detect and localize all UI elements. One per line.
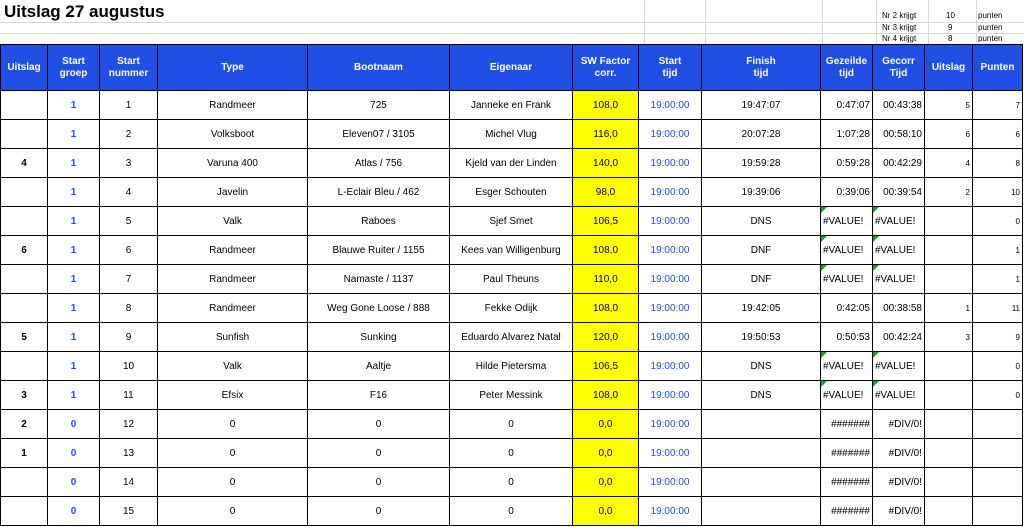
- cell-value: #VALUE!: [875, 215, 916, 227]
- cell-finish-tijd[interactable]: [702, 497, 821, 526]
- cell-sw-factor[interactable]: 108,0: [573, 91, 639, 120]
- cell-gecorr-tijd[interactable]: #DIV/0!: [873, 439, 925, 468]
- table-row: [1, 468, 1023, 497]
- cell-start-nummer[interactable]: 12: [100, 410, 158, 439]
- col-header-sw-factor[interactable]: SW Factor corr.: [573, 45, 639, 91]
- prize-unit: punten: [978, 11, 1003, 20]
- cell-gezeilde-tijd[interactable]: 0:59:28: [821, 149, 873, 178]
- cell-start-groep[interactable]: 1: [48, 323, 100, 352]
- cell-punten[interactable]: 0: [973, 207, 1023, 236]
- cell-start-groep[interactable]: 1: [48, 91, 100, 120]
- cell-uitslag-2[interactable]: [925, 468, 973, 497]
- cell-uitslag-2[interactable]: [925, 236, 973, 265]
- col-header-type[interactable]: Type: [158, 45, 308, 91]
- cell-punten[interactable]: 11: [973, 294, 1023, 323]
- cell-sw-factor[interactable]: 106,5: [573, 352, 639, 381]
- col-header-gezeilde-tijd[interactable]: Gezeilde tijd: [821, 45, 873, 91]
- cell-uitslag[interactable]: [1, 294, 48, 323]
- cell-type[interactable]: Sunfish: [158, 323, 308, 352]
- prize-value: 10: [946, 11, 955, 20]
- cell-start-tijd[interactable]: 19:00:00: [639, 410, 702, 439]
- cell-eigenaar[interactable]: Kjeld van der Linden: [450, 149, 573, 178]
- col-header-gecorr-tijd[interactable]: Gecorr Tijd: [873, 45, 925, 91]
- cell-gezeilde-tijd[interactable]: #######: [821, 497, 873, 526]
- cell-uitslag-2[interactable]: [925, 410, 973, 439]
- gridline: [0, 22, 1024, 23]
- cell-start-groep[interactable]: 1: [48, 352, 100, 381]
- cell-type[interactable]: 0: [158, 468, 308, 497]
- cell-start-nummer[interactable]: 2: [100, 120, 158, 149]
- cell-uitslag-2[interactable]: [925, 439, 973, 468]
- cell-finish-tijd[interactable]: 19:59:28: [702, 149, 821, 178]
- cell-gecorr-tijd[interactable]: #DIV/0!: [873, 497, 925, 526]
- cell-start-nummer[interactable]: 15: [100, 497, 158, 526]
- cell-bootnaam[interactable]: 0: [308, 468, 450, 497]
- cell-uitslag[interactable]: 3: [1, 381, 48, 410]
- table-row: [1, 497, 1023, 526]
- cell-sw-factor[interactable]: 0,0: [573, 497, 639, 526]
- cell-gecorr-tijd[interactable]: [873, 265, 925, 294]
- cell-finish-tijd[interactable]: 19:47:07: [702, 91, 821, 120]
- table-row: [1, 323, 1023, 352]
- col-header-start-groep[interactable]: Start groep: [48, 45, 100, 91]
- cell-start-groep[interactable]: 1: [48, 381, 100, 410]
- cell-sw-factor[interactable]: 108,0: [573, 381, 639, 410]
- cell-finish-tijd[interactable]: [702, 410, 821, 439]
- cell-eigenaar[interactable]: 0: [450, 497, 573, 526]
- cell-start-tijd[interactable]: 19:00:00: [639, 352, 702, 381]
- cell-gezeilde-tijd[interactable]: 1:07:28: [821, 120, 873, 149]
- cell-finish-tijd[interactable]: [702, 468, 821, 497]
- cell-type[interactable]: 0: [158, 497, 308, 526]
- cell-value: #VALUE!: [823, 244, 864, 256]
- cell-punten[interactable]: 0: [973, 352, 1023, 381]
- col-header-finish-tijd[interactable]: Finish tijd: [702, 45, 821, 91]
- table-row: [1, 410, 1023, 439]
- cell-uitslag-2[interactable]: [925, 265, 973, 294]
- cell-sw-factor[interactable]: 98,0: [573, 178, 639, 207]
- cell-uitslag[interactable]: [1, 178, 48, 207]
- cell-uitslag-2[interactable]: [925, 352, 973, 381]
- cell-eigenaar[interactable]: Fekke Odijk: [450, 294, 573, 323]
- cell-punten[interactable]: 1: [973, 236, 1023, 265]
- cell-gezeilde-tijd[interactable]: #######: [821, 468, 873, 497]
- cell-gecorr-tijd[interactable]: 00:42:29: [873, 149, 925, 178]
- cell-type[interactable]: Randmeer: [158, 91, 308, 120]
- col-header-start-tijd[interactable]: Start tijd: [639, 45, 702, 91]
- cell-uitslag-2[interactable]: [925, 381, 973, 410]
- cell-sw-factor[interactable]: 120,0: [573, 323, 639, 352]
- cell-start-nummer[interactable]: 10: [100, 352, 158, 381]
- cell-punten[interactable]: 7: [973, 91, 1023, 120]
- cell-type[interactable]: Randmeer: [158, 265, 308, 294]
- cell-eigenaar[interactable]: Esger Schouten: [450, 178, 573, 207]
- cell-uitslag[interactable]: 4: [1, 149, 48, 178]
- cell-uitslag[interactable]: [1, 265, 48, 294]
- cell-value: #VALUE!: [875, 273, 916, 285]
- cell-finish-tijd[interactable]: DNS: [702, 381, 821, 410]
- cell-start-tijd[interactable]: 19:00:00: [639, 294, 702, 323]
- cell-sw-factor[interactable]: 116,0: [573, 120, 639, 149]
- cell-uitslag-2[interactable]: 1: [925, 294, 973, 323]
- prize-label: Nr 3 krijgt: [882, 23, 917, 32]
- cell-bootnaam[interactable]: Sunking: [308, 323, 450, 352]
- cell-start-groep[interactable]: 1: [48, 149, 100, 178]
- cell-eigenaar[interactable]: Sjef Smet: [450, 207, 573, 236]
- cell-type[interactable]: Randmeer: [158, 294, 308, 323]
- cell-start-tijd[interactable]: 19:00:00: [639, 323, 702, 352]
- cell-uitslag-2[interactable]: 3: [925, 323, 973, 352]
- prize-label: Nr 2 krijgt: [882, 11, 917, 20]
- table-row: [1, 265, 1023, 294]
- cell-start-nummer[interactable]: 7: [100, 265, 158, 294]
- cell-gezeilde-tijd[interactable]: 0:42:05: [821, 294, 873, 323]
- cell-finish-tijd[interactable]: DNS: [702, 352, 821, 381]
- prize-value: 8: [948, 34, 953, 43]
- table-row: [1, 439, 1023, 468]
- cell-start-nummer[interactable]: 6: [100, 236, 158, 265]
- cell-gezeilde-tijd[interactable]: 0:47:07: [821, 91, 873, 120]
- cell-uitslag-2[interactable]: [925, 497, 973, 526]
- prize-unit: punten: [978, 23, 1003, 32]
- error-indicator-icon: [873, 352, 879, 358]
- table-row: [1, 120, 1023, 149]
- cell-start-tijd[interactable]: 19:00:00: [639, 468, 702, 497]
- cell-gecorr-tijd[interactable]: 00:38:58: [873, 294, 925, 323]
- col-header-punten[interactable]: Punten: [973, 45, 1023, 91]
- cell-bootnaam[interactable]: L-Eclair Bleu / 462: [308, 178, 450, 207]
- cell-start-nummer[interactable]: 3: [100, 149, 158, 178]
- cell-type[interactable]: 0: [158, 410, 308, 439]
- cell-value: #VALUE!: [823, 215, 864, 227]
- cell-eigenaar[interactable]: Hilde Pietersma: [450, 352, 573, 381]
- cell-gecorr-tijd[interactable]: #DIV/0!: [873, 410, 925, 439]
- cell-uitslag[interactable]: [1, 468, 48, 497]
- error-indicator-icon: [821, 265, 827, 271]
- cell-start-tijd[interactable]: 19:00:00: [639, 265, 702, 294]
- cell-start-tijd[interactable]: 19:00:00: [639, 149, 702, 178]
- cell-gezeilde-tijd[interactable]: 0:39:06: [821, 178, 873, 207]
- cell-bootnaam[interactable]: Blauwe Ruiter / 1155: [308, 236, 450, 265]
- cell-type[interactable]: Valk: [158, 352, 308, 381]
- cell-start-nummer[interactable]: 5: [100, 207, 158, 236]
- cell-punten[interactable]: [973, 439, 1023, 468]
- cell-punten[interactable]: 1: [973, 265, 1023, 294]
- cell-bootnaam[interactable]: Aaltje: [308, 352, 450, 381]
- cell-gecorr-tijd[interactable]: 00:58:10: [873, 120, 925, 149]
- cell-start-nummer[interactable]: 9: [100, 323, 158, 352]
- cell-value: #VALUE!: [823, 273, 864, 285]
- cell-sw-factor[interactable]: 108,0: [573, 294, 639, 323]
- cell-sw-factor[interactable]: 108,0: [573, 236, 639, 265]
- cell-uitslag-2[interactable]: 5: [925, 91, 973, 120]
- cell-uitslag[interactable]: 2: [1, 410, 48, 439]
- table-row: [1, 381, 1023, 410]
- error-indicator-icon: [873, 381, 879, 387]
- cell-start-tijd[interactable]: 19:00:00: [639, 207, 702, 236]
- cell-uitslag[interactable]: [1, 207, 48, 236]
- cell-punten[interactable]: [973, 410, 1023, 439]
- cell-eigenaar[interactable]: Janneke en Frank: [450, 91, 573, 120]
- cell-value: #VALUE!: [875, 244, 916, 256]
- cell-finish-tijd[interactable]: [702, 439, 821, 468]
- cell-punten[interactable]: 10: [973, 178, 1023, 207]
- cell-uitslag[interactable]: [1, 91, 48, 120]
- cell-bootnaam[interactable]: Raboes: [308, 207, 450, 236]
- cell-gecorr-tijd[interactable]: #DIV/0!: [873, 468, 925, 497]
- cell-start-nummer[interactable]: 13: [100, 439, 158, 468]
- cell-bootnaam[interactable]: 0: [308, 410, 450, 439]
- cell-gecorr-tijd[interactable]: 00:39:54: [873, 178, 925, 207]
- col-header-uitslag-2[interactable]: Uitslag: [925, 45, 973, 91]
- table-row: [1, 352, 1023, 381]
- col-header-eigenaar[interactable]: Eigenaar: [450, 45, 573, 91]
- cell-eigenaar[interactable]: 0: [450, 468, 573, 497]
- cell-gecorr-tijd[interactable]: [873, 236, 925, 265]
- cell-start-groep[interactable]: 0: [48, 439, 100, 468]
- cell-eigenaar[interactable]: Paul Theuns: [450, 265, 573, 294]
- table-row: [1, 207, 1023, 236]
- error-indicator-icon: [873, 236, 879, 242]
- cell-type[interactable]: Randmeer: [158, 236, 308, 265]
- cell-uitslag-2[interactable]: [925, 207, 973, 236]
- prize-unit: punten: [978, 34, 1003, 43]
- error-indicator-icon: [873, 207, 879, 213]
- cell-type[interactable]: Volksboot: [158, 120, 308, 149]
- cell-bootnaam[interactable]: Weg Gone Loose / 888: [308, 294, 450, 323]
- cell-start-tijd[interactable]: 19:00:00: [639, 91, 702, 120]
- cell-punten[interactable]: [973, 497, 1023, 526]
- cell-bootnaam[interactable]: 0: [308, 439, 450, 468]
- cell-start-nummer[interactable]: 11: [100, 381, 158, 410]
- cell-sw-factor[interactable]: 0,0: [573, 468, 639, 497]
- cell-gezeilde-tijd[interactable]: 0:50:53: [821, 323, 873, 352]
- cell-gezeilde-tijd[interactable]: [821, 381, 873, 410]
- cell-bootnaam[interactable]: Eleven07 / 3105: [308, 120, 450, 149]
- cell-gezeilde-tijd[interactable]: [821, 352, 873, 381]
- cell-bootnaam[interactable]: Namaste / 1137: [308, 265, 450, 294]
- cell-finish-tijd[interactable]: 19:39:06: [702, 178, 821, 207]
- cell-punten[interactable]: 8: [973, 149, 1023, 178]
- cell-start-groep[interactable]: 0: [48, 410, 100, 439]
- table-row: [1, 178, 1023, 207]
- gridline: [0, 33, 1024, 34]
- error-indicator-icon: [821, 381, 827, 387]
- cell-type[interactable]: Valk: [158, 207, 308, 236]
- cell-start-tijd[interactable]: 19:00:00: [639, 120, 702, 149]
- cell-start-groep[interactable]: 1: [48, 236, 100, 265]
- cell-uitslag-2[interactable]: 6: [925, 120, 973, 149]
- cell-start-groep[interactable]: 0: [48, 497, 100, 526]
- cell-bootnaam[interactable]: Atlas / 756: [308, 149, 450, 178]
- error-indicator-icon: [821, 352, 827, 358]
- cell-eigenaar[interactable]: Kees van Willigenburg: [450, 236, 573, 265]
- prize-label: Nr 4 krijgt: [882, 34, 917, 43]
- cell-punten[interactable]: [973, 468, 1023, 497]
- cell-start-groep[interactable]: 0: [48, 468, 100, 497]
- cell-gezeilde-tijd[interactable]: [821, 236, 873, 265]
- cell-finish-tijd[interactable]: DNS: [702, 207, 821, 236]
- cell-type[interactable]: Efsix: [158, 381, 308, 410]
- cell-uitslag-2[interactable]: 4: [925, 149, 973, 178]
- cell-type[interactable]: 0: [158, 439, 308, 468]
- cell-uitslag[interactable]: [1, 497, 48, 526]
- cell-eigenaar[interactable]: 0: [450, 439, 573, 468]
- cell-punten[interactable]: 6: [973, 120, 1023, 149]
- prize-value: 9: [948, 23, 953, 32]
- cell-gecorr-tijd[interactable]: [873, 207, 925, 236]
- cell-type[interactable]: Javelin: [158, 178, 308, 207]
- cell-finish-tijd[interactable]: DNF: [702, 236, 821, 265]
- col-header-bootnaam[interactable]: Bootnaam: [308, 45, 450, 91]
- cell-uitslag[interactable]: [1, 352, 48, 381]
- cell-value: #VALUE!: [823, 360, 864, 372]
- cell-eigenaar[interactable]: 0: [450, 410, 573, 439]
- cell-eigenaar[interactable]: Eduardo Alvarez Natal: [450, 323, 573, 352]
- cell-start-tijd[interactable]: 19:00:00: [639, 439, 702, 468]
- cell-uitslag[interactable]: 5: [1, 323, 48, 352]
- cell-value: #VALUE!: [823, 389, 864, 401]
- cell-start-groep[interactable]: 1: [48, 178, 100, 207]
- cell-start-nummer[interactable]: 14: [100, 468, 158, 497]
- cell-uitslag[interactable]: [1, 120, 48, 149]
- cell-gezeilde-tijd[interactable]: [821, 265, 873, 294]
- cell-gezeilde-tijd[interactable]: #######: [821, 439, 873, 468]
- cell-punten[interactable]: 0: [973, 381, 1023, 410]
- error-indicator-icon: [821, 236, 827, 242]
- table-row: [1, 236, 1023, 265]
- cell-gezeilde-tijd[interactable]: [821, 207, 873, 236]
- cell-sw-factor[interactable]: 106,5: [573, 207, 639, 236]
- sheet-title: Uitslag 27 augustus: [4, 2, 165, 21]
- cell-gecorr-tijd[interactable]: 00:42:24: [873, 323, 925, 352]
- cell-finish-tijd[interactable]: 19:42:05: [702, 294, 821, 323]
- table-row: [1, 91, 1023, 120]
- col-header-uitslag[interactable]: Uitslag: [1, 45, 48, 91]
- error-indicator-icon: [821, 207, 827, 213]
- cell-value: #VALUE!: [875, 389, 916, 401]
- header-row: [1, 45, 1023, 91]
- error-indicator-icon: [873, 265, 879, 271]
- cell-start-groep[interactable]: 1: [48, 294, 100, 323]
- cell-start-tijd[interactable]: 19:00:00: [639, 236, 702, 265]
- cell-eigenaar[interactable]: Peter Messink: [450, 381, 573, 410]
- cell-type[interactable]: Varuna 400: [158, 149, 308, 178]
- table-row: [1, 149, 1023, 178]
- cell-sw-factor[interactable]: 110,0: [573, 265, 639, 294]
- cell-gecorr-tijd[interactable]: 00:43:38: [873, 91, 925, 120]
- cell-gecorr-tijd[interactable]: [873, 381, 925, 410]
- cell-start-nummer[interactable]: 1: [100, 91, 158, 120]
- cell-finish-tijd[interactable]: 19:50:53: [702, 323, 821, 352]
- cell-start-tijd[interactable]: 19:00:00: [639, 497, 702, 526]
- cell-start-tijd[interactable]: 19:00:00: [639, 178, 702, 207]
- cell-start-nummer[interactable]: 4: [100, 178, 158, 207]
- cell-bootnaam[interactable]: F16: [308, 381, 450, 410]
- cell-sw-factor[interactable]: 140,0: [573, 149, 639, 178]
- cell-uitslag-2[interactable]: 2: [925, 178, 973, 207]
- cell-gezeilde-tijd[interactable]: #######: [821, 410, 873, 439]
- cell-value: #VALUE!: [875, 360, 916, 372]
- col-header-start-nummer[interactable]: Start nummer: [100, 45, 158, 91]
- cell-start-nummer[interactable]: 8: [100, 294, 158, 323]
- results-table: [0, 44, 1023, 526]
- cell-start-groep[interactable]: 1: [48, 265, 100, 294]
- cell-sw-factor[interactable]: 0,0: [573, 439, 639, 468]
- cell-uitslag[interactable]: 1: [1, 439, 48, 468]
- cell-bootnaam[interactable]: 0: [308, 497, 450, 526]
- cell-start-groep[interactable]: 1: [48, 120, 100, 149]
- cell-eigenaar[interactable]: Michel Vlug: [450, 120, 573, 149]
- table-row: [1, 294, 1023, 323]
- cell-finish-tijd[interactable]: DNF: [702, 265, 821, 294]
- cell-uitslag[interactable]: 6: [1, 236, 48, 265]
- cell-punten[interactable]: 9: [973, 323, 1023, 352]
- cell-start-tijd[interactable]: 19:00:00: [639, 381, 702, 410]
- cell-bootnaam[interactable]: 725: [308, 91, 450, 120]
- cell-start-groep[interactable]: 1: [48, 207, 100, 236]
- cell-finish-tijd[interactable]: 20:07:28: [702, 120, 821, 149]
- cell-gecorr-tijd[interactable]: [873, 352, 925, 381]
- cell-sw-factor[interactable]: 0,0: [573, 410, 639, 439]
